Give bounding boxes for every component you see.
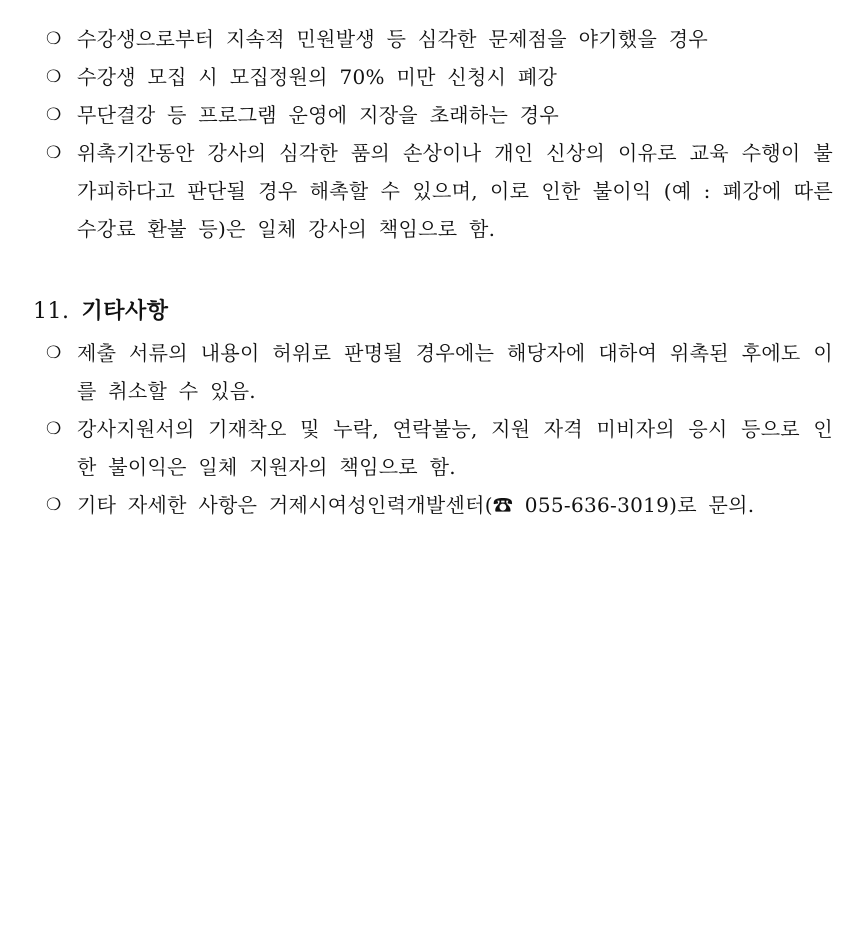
list-item-text: 무단결강 등 프로그램 운영에 지장을 초래하는 경우 xyxy=(77,103,559,127)
list-item xyxy=(0,58,859,96)
section-number: 11. xyxy=(33,299,70,324)
list-item-text: 제출 서류의 내용이 허위로 판명될 경우에는 해당자에 대하여 위촉된 후에도 이를 취소할 수 있음. xyxy=(77,341,833,403)
list-item xyxy=(0,410,859,486)
misc-notes-list xyxy=(0,334,859,524)
list-item-text: 수강생 모집 시 모집정원의 70% 미만 신청시 폐강 xyxy=(77,65,558,89)
list-item-text: 기타 자세한 사항은 거제시여성인력개발센터(☎ 055-636-3019)로 문의. xyxy=(77,493,755,517)
circle-bullet-icon: ❍ xyxy=(46,67,62,87)
circle-bullet-icon: ❍ xyxy=(46,143,62,163)
circle-bullet-icon: ❍ xyxy=(46,343,62,363)
circle-bullet-icon: ❍ xyxy=(46,419,62,439)
circle-bullet-icon: ❍ xyxy=(46,495,62,515)
section-heading xyxy=(33,294,169,329)
section-title: 기타사항 xyxy=(81,298,169,324)
circle-bullet-icon: ❍ xyxy=(46,105,62,125)
circle-bullet-icon: ❍ xyxy=(46,29,62,49)
list-item-text: 강사지원서의 기재착오 및 누락, 연락불능, 지원 자격 미비자의 응시 등으로 인한 불이익은 일체 지원자의 책임으로 함. xyxy=(77,417,833,479)
list-item xyxy=(0,134,859,248)
termination-conditions-list xyxy=(0,20,859,248)
list-item xyxy=(0,96,859,134)
list-item-text: 위촉기간동안 강사의 심각한 품의 손상이나 개인 신상의 이유로 교육 수행이 불가피하다고 판단될 경우 해촉할 수 있으며, 이로 인한 불이익 (예 : 폐강에 따른 수강료 환불 등)은 일체 강사의 책임으로 함. xyxy=(77,141,833,241)
list-item xyxy=(0,486,859,524)
list-item xyxy=(0,334,859,410)
list-item xyxy=(0,20,859,58)
list-item-text: 수강생으로부터 지속적 민원발생 등 심각한 문제점을 야기했을 경우 xyxy=(77,27,708,51)
